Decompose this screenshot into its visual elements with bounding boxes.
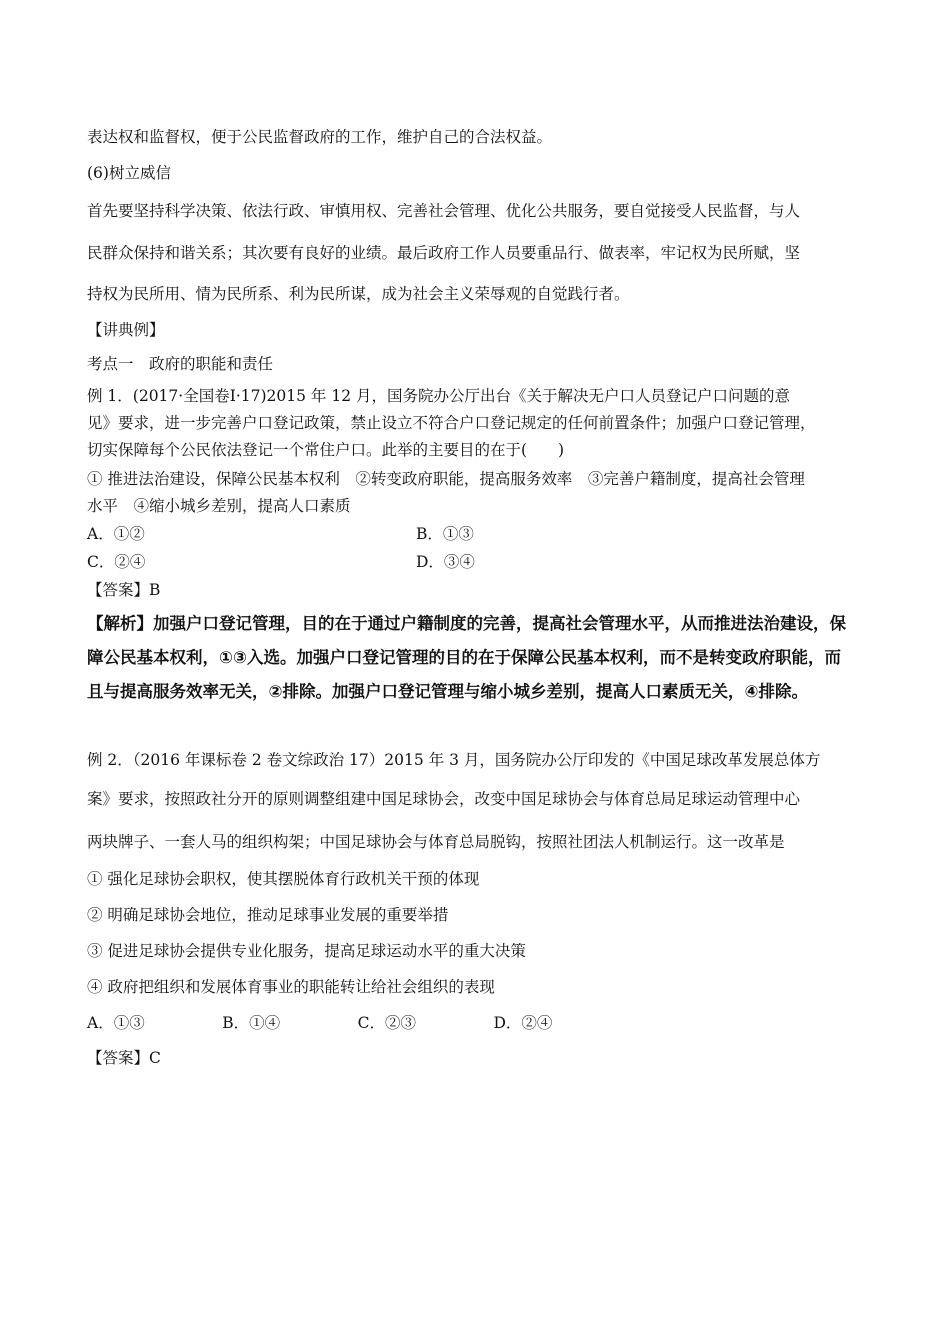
example2-stem: 例 2．（2016 年课标卷 2 卷文综政治 17）2015 年 3 月，国务院办公厅印发的《中国足球改革发展总体方 [87,751,821,769]
example2-choices: A．①③ B．①④ C．②③ D．②④ [87,1014,553,1032]
example1-analysis: 且与提高服务效率无关，②排除。加强户口登记管理与缩小城乡差别，提高人口素质无关，④排除。 [87,682,808,701]
choice-a: A．①② [87,525,145,543]
intro-paragraph-line: 首先要坚持科学决策、依法行政、审慎用权、完善社会管理、优化公共服务，要自觉接受人民监督，与人 [87,202,801,220]
intro-paragraph-line: 民群众保持和谐关系；其次要有良好的业绩。最后政府工作人员要重品行、做表率，牢记权为民所赋，坚 [87,244,801,262]
intro-line: 表达权和监督权，便于公民监督政府的工作，维护自己的合法权益。 [87,128,553,146]
example1-analysis: 障公民基本权利，①③入选。加强户口登记管理的目的在于保障公民基本权利，而不是转变政府职能，而 [87,648,841,667]
example1-stem: 见》要求，进一步完善户口登记政策，禁止设立不符合户口登记规定的任何前置条件；加强户口登记管理， [87,414,816,432]
heading-6: (6)树立威信 [87,164,171,182]
kaodian-title: 考点一 政府的职能和责任 [87,355,274,373]
choice-c: C．②④ [87,553,146,571]
example2-stem: 案》要求，按照政社分开的原则调整组建中国足球协会，改变中国足球协会与体育总局足球运动管理中心 [87,790,801,808]
example1-answer: 【答案】B [87,581,161,599]
example2-stem: 两块牌子、一套人马的组织构架；中国足球协会与体育总局脱钩，按照社团法人机制运行。这一改革是 [87,833,785,851]
example1-options: 水平 ④缩小城乡差别，提高人口素质 [87,497,351,515]
example1-analysis: 【解析】加强户口登记管理，目的在于通过户籍制度的完善，提高社会管理水平，从而推进法治建设，保 [87,614,846,633]
choice-b: B．①③ [416,525,474,543]
example2-option: ④ 政府把组织和发展体育事业的职能转让给社会组织的表现 [87,978,495,996]
example2-option: ② 明确足球协会地位，推动足球事业发展的重要举措 [87,906,449,924]
example2-option: ① 强化足球协会职权，使其摆脱体育行政机关干预的体现 [87,870,480,888]
example2-option: ③ 促进足球协会提供专业化服务，提高足球运动水平的重大决策 [87,942,526,960]
example1-stem: 切实保障每个公民依法登记一个常住户口。此举的主要目的在于( ) [87,441,565,459]
example2-answer: 【答案】C [87,1049,161,1067]
intro-paragraph-line: 持权为民所用、情为民所系、利为民所谋，成为社会主义荣辱观的自觉践行者。 [87,285,630,303]
choice-d: D．③④ [416,553,475,571]
section-title: 【讲典例】 [87,321,165,339]
example1-stem: 例 1．(2017·全国卷Ⅰ·17)2015 年 12 月，国务院办公厅出台《关于解决无户口人员登记户口问题的意 [87,387,790,405]
example1-options: ① 推进法治建设，保障公民基本权利 ②转变政府职能，提高服务效率 ③完善户籍制度，提高社会管理 [87,470,805,488]
